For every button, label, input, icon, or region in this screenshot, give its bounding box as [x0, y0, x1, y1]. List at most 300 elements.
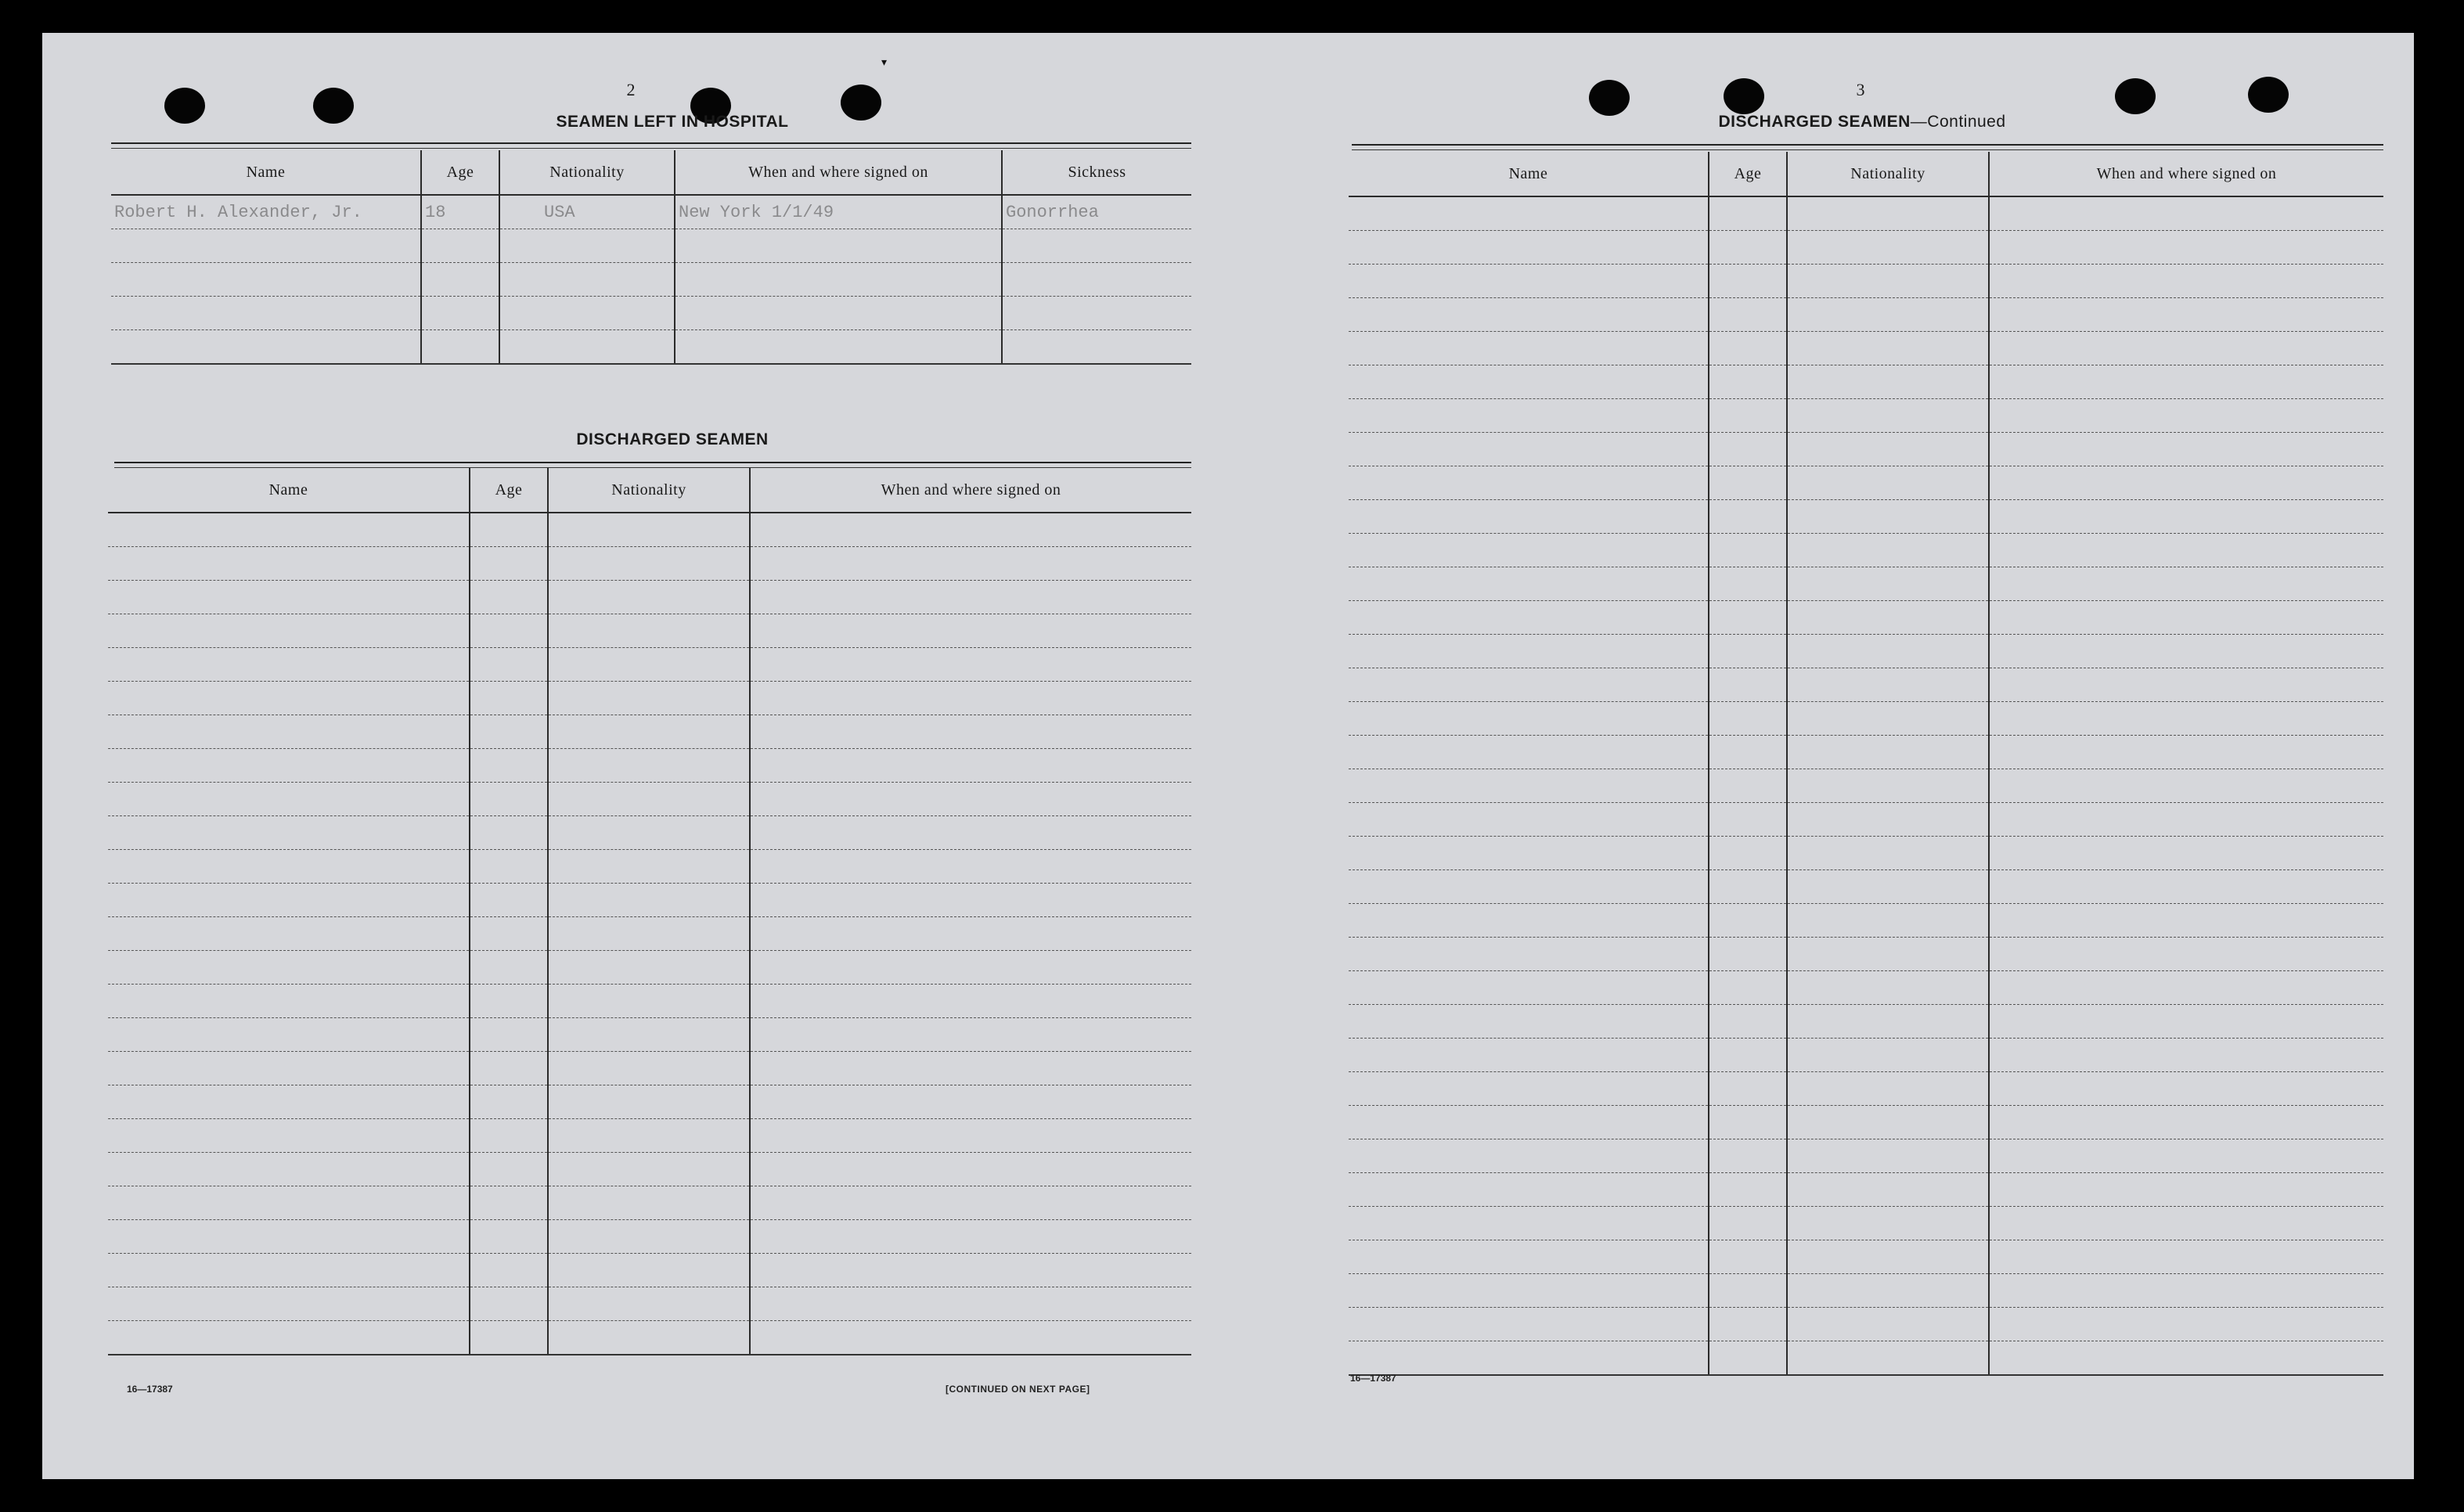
table-cell — [1989, 601, 2383, 635]
table-cell — [1709, 298, 1787, 332]
table-header-row — [108, 468, 1191, 513]
column-header-name: Name — [108, 468, 470, 513]
table-cell — [1787, 1039, 1989, 1072]
table-row — [1349, 870, 2383, 904]
table-cell — [1787, 769, 1989, 803]
ink-speck: ▾ — [881, 57, 888, 69]
table-cell — [750, 816, 1191, 850]
table-cell — [1787, 231, 1989, 265]
table-row — [1349, 736, 2383, 769]
table-cell — [1349, 1308, 1709, 1341]
table-row — [111, 229, 1191, 263]
table-cell — [548, 715, 750, 749]
table-cell — [470, 1287, 548, 1321]
table-row — [1349, 500, 2383, 534]
table-cell — [1709, 433, 1787, 466]
table-row — [1349, 1308, 2383, 1341]
table-cell — [470, 1119, 548, 1153]
table-cell — [1989, 837, 2383, 870]
table-cell — [548, 581, 750, 614]
table-row — [108, 1018, 1191, 1052]
table-row — [108, 1153, 1191, 1186]
table-cell — [750, 581, 1191, 614]
table-cell — [1349, 736, 1709, 769]
table-cell — [470, 1220, 548, 1254]
table-cell — [548, 884, 750, 917]
table-row — [1349, 938, 2383, 971]
table-cell — [750, 682, 1191, 715]
table-row — [1349, 803, 2383, 837]
table-cell — [1989, 904, 2383, 938]
table-cell — [1349, 1341, 1709, 1376]
table-cell — [470, 715, 548, 749]
table-row — [1349, 298, 2383, 332]
table-cell — [470, 783, 548, 816]
table-cell — [108, 816, 470, 850]
table-row — [108, 715, 1191, 749]
table-cell — [470, 648, 548, 682]
table-cell — [1787, 534, 1989, 567]
table-cell — [1787, 196, 1989, 231]
table-cell — [108, 715, 470, 749]
table-cell — [1989, 1240, 2383, 1274]
table-row — [108, 1186, 1191, 1220]
table-cell — [108, 1321, 470, 1355]
table-cell — [750, 1254, 1191, 1287]
table-cell — [548, 1085, 750, 1119]
table-cell — [1709, 265, 1787, 298]
column-header-age: Age — [1709, 152, 1787, 196]
table-cell — [1787, 332, 1989, 365]
table-cell — [548, 1321, 750, 1355]
table-row — [1349, 1341, 2383, 1376]
table-row — [108, 1085, 1191, 1119]
table-row — [108, 1321, 1191, 1355]
table-cell — [1709, 365, 1787, 399]
table-cell — [1787, 1207, 1989, 1240]
punch-hole — [1724, 78, 1764, 114]
table-cell — [548, 1220, 750, 1254]
table-cell — [1709, 668, 1787, 702]
table-row — [111, 330, 1191, 365]
punch-hole — [1589, 80, 1630, 116]
table-row — [108, 648, 1191, 682]
table-cell — [1709, 399, 1787, 433]
table-cell — [108, 1085, 470, 1119]
table-cell — [1787, 1106, 1989, 1139]
table-cell — [750, 917, 1191, 951]
table-row — [108, 884, 1191, 917]
table-cell — [470, 1085, 548, 1119]
table-row — [1349, 466, 2383, 500]
table-cell — [1349, 1072, 1709, 1106]
table-cell — [1349, 702, 1709, 736]
table-row — [1349, 534, 2383, 567]
table-row — [1349, 769, 2383, 803]
column-header-name: Name — [111, 150, 421, 195]
table-cell — [750, 1052, 1191, 1085]
table-cell — [108, 1254, 470, 1287]
table-row — [108, 1052, 1191, 1085]
table-row — [108, 1254, 1191, 1287]
table-cell — [1787, 601, 1989, 635]
table-cell — [1989, 399, 2383, 433]
table-row — [1349, 1240, 2383, 1274]
table-cell — [1709, 1106, 1787, 1139]
continued-note: [CONTINUED ON NEXT PAGE] — [946, 1384, 1090, 1395]
table-cell — [1349, 534, 1709, 567]
table-cell — [108, 1052, 470, 1085]
table-cell — [1787, 668, 1989, 702]
table-cell — [1349, 1005, 1709, 1039]
table-cell — [548, 850, 750, 884]
table-cell — [750, 614, 1191, 648]
table-cell — [470, 1254, 548, 1287]
table-cell — [108, 783, 470, 816]
table-cell — [108, 1287, 470, 1321]
table-row — [108, 816, 1191, 850]
discharged-table-left — [108, 468, 1191, 1355]
punch-hole — [313, 88, 354, 124]
table-cell — [1709, 1240, 1787, 1274]
table-cell — [108, 1186, 470, 1220]
table-cell — [548, 1052, 750, 1085]
column-header-name: Name — [1349, 152, 1709, 196]
table-row — [111, 297, 1191, 330]
table-cell — [1787, 466, 1989, 500]
title-rule — [111, 142, 1191, 149]
table-cell — [1709, 837, 1787, 870]
table-cell — [750, 1186, 1191, 1220]
table-cell — [470, 1321, 548, 1355]
table-row — [1349, 1005, 2383, 1039]
table-row — [1349, 265, 2383, 298]
cell-age: 18 — [421, 195, 499, 229]
table-cell — [1709, 466, 1787, 500]
table-row — [1349, 601, 2383, 635]
table-cell — [750, 547, 1191, 581]
table-cell — [1709, 870, 1787, 904]
table-cell — [1349, 265, 1709, 298]
table-cell — [1349, 1207, 1709, 1240]
section-title-text: DISCHARGED SEAMEN — [1718, 113, 1911, 131]
table-cell — [1709, 971, 1787, 1005]
table-cell — [1349, 769, 1709, 803]
page-number: 2 — [626, 80, 636, 99]
table-cell — [1787, 567, 1989, 601]
table-cell — [1349, 196, 1709, 231]
section-title-discharged-continued — [1666, 113, 2058, 131]
table-cell — [750, 783, 1191, 816]
table-cell — [1349, 601, 1709, 635]
table-cell — [1989, 668, 2383, 702]
table-cell — [470, 749, 548, 783]
table-cell — [1989, 1005, 2383, 1039]
table-cell — [1989, 196, 2383, 231]
table-row — [1349, 971, 2383, 1005]
table-cell — [548, 614, 750, 648]
table-cell — [108, 1018, 470, 1052]
table-cell — [108, 513, 470, 547]
table-cell — [548, 547, 750, 581]
table-cell — [1787, 1173, 1989, 1207]
table-cell — [1709, 601, 1787, 635]
table-cell — [1989, 1274, 2383, 1308]
table-row — [1349, 332, 2383, 365]
table-cell — [1349, 1106, 1709, 1139]
table-row — [108, 749, 1191, 783]
table-row — [108, 1220, 1191, 1254]
table-cell — [1349, 1173, 1709, 1207]
table-cell — [1787, 433, 1989, 466]
table-cell — [1787, 365, 1989, 399]
table-cell — [108, 850, 470, 884]
table-cell — [750, 1119, 1191, 1153]
table-cell — [1349, 635, 1709, 668]
table-cell — [1989, 1173, 2383, 1207]
cell-nationality: USA — [499, 195, 675, 229]
column-header-nationality: Nationality — [499, 150, 675, 195]
table-cell — [108, 581, 470, 614]
table-cell — [1787, 736, 1989, 769]
table-cell — [1787, 1240, 1989, 1274]
table-cell — [1989, 567, 2383, 601]
table-cell — [1709, 196, 1787, 231]
table-cell — [1989, 635, 2383, 668]
table-cell — [1787, 803, 1989, 837]
table-cell — [470, 1153, 548, 1186]
table-cell — [108, 749, 470, 783]
table-cell — [1349, 1274, 1709, 1308]
table-row — [108, 985, 1191, 1018]
right-page — [1228, 33, 2414, 1479]
table-cell — [1349, 1139, 1709, 1173]
table-cell — [548, 682, 750, 715]
table-cell — [470, 682, 548, 715]
discharged-table-right — [1349, 152, 2383, 1376]
table-cell — [548, 1287, 750, 1321]
table-cell — [1709, 938, 1787, 971]
table-cell — [1349, 433, 1709, 466]
table-cell — [548, 1186, 750, 1220]
hospital-table — [111, 150, 1191, 365]
table-cell — [548, 1119, 750, 1153]
table-cell — [1349, 500, 1709, 534]
table-cell — [548, 1018, 750, 1052]
table-cell — [1989, 298, 2383, 332]
table-cell — [1787, 298, 1989, 332]
table-cell — [1709, 1139, 1787, 1173]
table-cell — [108, 547, 470, 581]
table-cell — [1349, 466, 1709, 500]
table-cell — [548, 816, 750, 850]
table-cell — [108, 614, 470, 648]
title-rule — [114, 462, 1191, 468]
table-cell — [1787, 1308, 1989, 1341]
table-cell — [548, 648, 750, 682]
table-row — [1349, 635, 2383, 668]
table-cell — [108, 682, 470, 715]
table-cell — [1349, 904, 1709, 938]
table-row — [108, 850, 1191, 884]
cell-name: Robert H. Alexander, Jr. — [111, 195, 421, 229]
table-cell — [1709, 1072, 1787, 1106]
section-title-hospital: SEAMEN LEFT IN HOSPITAL — [556, 113, 789, 131]
table-row — [108, 1287, 1191, 1321]
table-cell — [750, 850, 1191, 884]
table-cell — [1787, 265, 1989, 298]
table-cell — [1989, 769, 2383, 803]
table-cell — [1787, 500, 1989, 534]
table-cell — [1709, 567, 1787, 601]
table-row — [1349, 702, 2383, 736]
table-cell — [750, 1018, 1191, 1052]
table-row — [108, 513, 1191, 547]
table-row — [1349, 365, 2383, 399]
table-row — [108, 614, 1191, 648]
column-header-signed-on: When and where signed on — [750, 468, 1191, 513]
table-row — [1349, 196, 2383, 231]
table-row — [1349, 1274, 2383, 1308]
form-number: 16—17387 — [127, 1384, 173, 1395]
table-cell — [1349, 938, 1709, 971]
table-cell — [1989, 736, 2383, 769]
table-cell — [548, 783, 750, 816]
punch-hole — [2248, 77, 2289, 113]
column-header-age: Age — [421, 150, 499, 195]
form-number: 16—17387 — [1350, 1373, 1396, 1384]
table-cell — [1709, 1274, 1787, 1308]
table-cell — [1787, 870, 1989, 904]
table-cell — [548, 1254, 750, 1287]
table-cell — [1709, 769, 1787, 803]
column-header-sickness: Sickness — [1002, 150, 1191, 195]
section-title-discharged: DISCHARGED SEAMEN — [576, 430, 769, 448]
table-cell — [1989, 803, 2383, 837]
table-row — [111, 195, 1191, 229]
table-row — [1349, 904, 2383, 938]
table-cell — [1787, 399, 1989, 433]
table-cell — [470, 614, 548, 648]
punch-hole — [164, 88, 205, 124]
table-cell — [470, 1052, 548, 1085]
table-cell — [1349, 332, 1709, 365]
table-row — [1349, 1173, 2383, 1207]
table-cell — [1349, 668, 1709, 702]
table-row — [108, 951, 1191, 985]
table-cell — [1989, 231, 2383, 265]
table-cell — [548, 749, 750, 783]
table-cell — [1989, 1072, 2383, 1106]
table-cell — [548, 917, 750, 951]
table-row — [111, 263, 1191, 297]
table-row — [1349, 1072, 2383, 1106]
table-cell — [1787, 938, 1989, 971]
table-row — [1349, 1106, 2383, 1139]
table-cell — [1989, 971, 2383, 1005]
table-cell — [470, 1186, 548, 1220]
table-cell — [548, 513, 750, 547]
table-cell — [750, 749, 1191, 783]
table-cell — [108, 1153, 470, 1186]
table-cell — [1709, 904, 1787, 938]
table-cell — [1989, 265, 2383, 298]
table-cell — [1349, 870, 1709, 904]
table-cell — [108, 985, 470, 1018]
table-cell — [1787, 635, 1989, 668]
column-header-signed-on: When and where signed on — [1989, 152, 2383, 196]
table-row — [1349, 1207, 2383, 1240]
table-cell — [750, 951, 1191, 985]
table-cell — [1709, 1005, 1787, 1039]
table-cell — [1709, 332, 1787, 365]
table-cell — [108, 917, 470, 951]
table-row — [1349, 668, 2383, 702]
table-cell — [1787, 904, 1989, 938]
column-header-age: Age — [470, 468, 548, 513]
table-cell — [1709, 231, 1787, 265]
table-cell — [1709, 635, 1787, 668]
table-cell — [1787, 837, 1989, 870]
table-cell — [1349, 365, 1709, 399]
table-cell — [548, 1153, 750, 1186]
table-cell — [750, 1220, 1191, 1254]
table-row — [108, 783, 1191, 816]
table-cell — [108, 648, 470, 682]
table-cell — [750, 1085, 1191, 1119]
table-cell — [1709, 1308, 1787, 1341]
table-cell — [750, 1153, 1191, 1186]
table-cell — [1709, 500, 1787, 534]
table-cell — [1989, 365, 2383, 399]
table-cell — [470, 547, 548, 581]
table-cell — [1709, 736, 1787, 769]
left-page — [42, 33, 1228, 1479]
table-cell — [1349, 567, 1709, 601]
table-cell — [1989, 1039, 2383, 1072]
column-header-signed-on: When and where signed on — [675, 150, 1002, 195]
table-row — [108, 917, 1191, 951]
table-cell — [1709, 1207, 1787, 1240]
table-cell — [1787, 1139, 1989, 1173]
table-cell — [750, 715, 1191, 749]
table-cell — [1787, 971, 1989, 1005]
table-cell — [1989, 332, 2383, 365]
table-cell — [1989, 534, 2383, 567]
table-cell — [1787, 1274, 1989, 1308]
cell-signed-on: New York 1/1/49 — [675, 195, 1002, 229]
table-cell — [1787, 1072, 1989, 1106]
table-cell — [108, 1119, 470, 1153]
table-cell — [548, 985, 750, 1018]
table-row — [1349, 231, 2383, 265]
table-row — [1349, 837, 2383, 870]
table-header-row — [1349, 152, 2383, 196]
table-cell — [1989, 433, 2383, 466]
table-cell — [1989, 702, 2383, 736]
table-cell — [1349, 803, 1709, 837]
table-cell — [1709, 803, 1787, 837]
table-row — [1349, 1039, 2383, 1072]
document-paper — [42, 33, 2414, 1479]
table-cell — [470, 951, 548, 985]
table-cell — [1349, 231, 1709, 265]
table-cell — [470, 1018, 548, 1052]
table-cell — [470, 816, 548, 850]
table-cell — [1709, 702, 1787, 736]
table-cell — [470, 513, 548, 547]
table-cell — [548, 951, 750, 985]
